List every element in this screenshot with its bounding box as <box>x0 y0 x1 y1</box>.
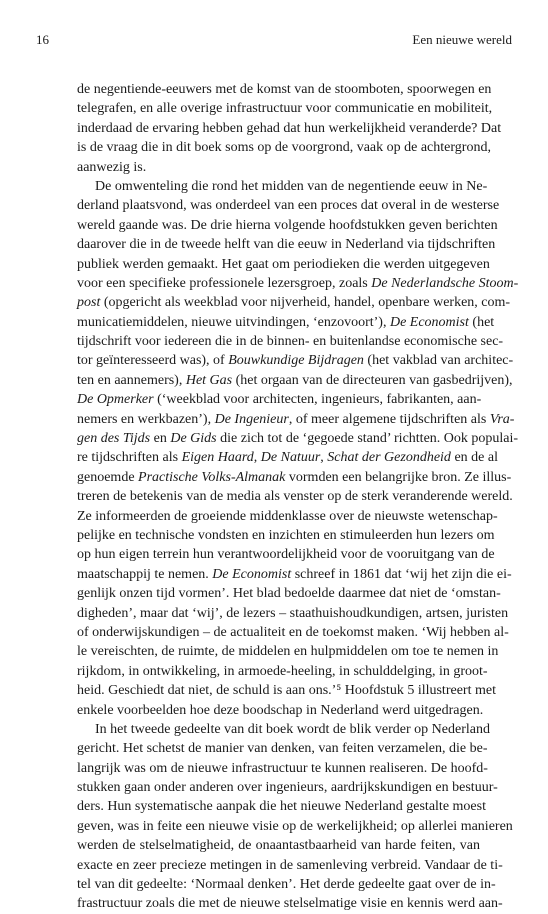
text-line: is de vraag die in dit boek soms op de voorgrond, vaak op de achtergrond, <box>77 140 491 156</box>
text-line: aanwezig is. <box>77 159 147 175</box>
paragraph <box>77 177 519 720</box>
text-line: De omwenteling die rond het midden van de negentiende eeuw in Ne- <box>95 178 488 194</box>
text-line: frastructuur zoals die met de nieuwe stelselmatige visie en kennis werd aan- <box>77 896 503 912</box>
text-line: heid. Geschiedt dat niet, de schuld is aan ons.’⁵ Hoofdstuk 5 illustreert met <box>77 683 496 699</box>
text-line: langrijk was om de nieuwe infrastructuur te kunnen realiseren. De hoofd- <box>77 760 488 776</box>
body-text <box>77 80 519 914</box>
text-line: De Opmerker (‘weekblad voor architecten, ingenieurs, fabrikanten, aan- <box>77 392 482 408</box>
text-line: tor geïnteresseerd was), of Bouwkundige Bijdragen (het vakblad van architec- <box>77 353 514 369</box>
text-line: wereld gaande was. De drie hierna volgende hoofdstukken geven berichten <box>77 217 498 233</box>
text-line: maatschappij te nemen. De Economist schreef in 1861 dat ‘wij het zijn die ei- <box>77 566 512 582</box>
text-line: genoemde Practische Volks-Almanak vormden een belangrijke bron. Ze illus- <box>77 469 512 485</box>
text-line: ten en aannemers), Het Gas (het orgaan van de directeuren van gasbedrijven), <box>77 372 513 388</box>
text-line: treren de betekenis van de media als venster op de sterk veranderende wereld. <box>77 489 513 505</box>
text-line: post (opgericht als weekblad voor nijverheid, handel, openbare werken, com- <box>77 295 511 311</box>
page-number: 16 <box>36 32 49 47</box>
text-line: Ze informeerden de groeiende middenklasse over de nieuwste wetenschap- <box>77 508 498 524</box>
text-line: enkele voorbeelden hoe deze boodschap in Nederland werd uitgedragen. <box>77 702 484 718</box>
text-line: municatiemiddelen, nieuwe uitvindingen, ‘enzovoort’), De Economist (het <box>77 314 495 330</box>
text-line: op hun eigen terrein hun verantwoordelijkheid voor de vooruitgang van de <box>77 547 495 563</box>
text-line: of onderwijskundigen – de actualiteit en de toekomst maken. ‘Wij hebben al- <box>77 624 509 640</box>
text-line: stukken gaan onder anderen over ingenieurs, aardrijkskundigen en bestuur- <box>77 780 498 796</box>
running-head: Een nieuwe wereld <box>412 32 512 47</box>
text-line: re tijdschriften als Eigen Haard, De Natuur, Schat der Gezondheid en de al <box>77 450 498 466</box>
paragraph <box>77 80 502 177</box>
text-line: werden de stelselmatigheid, de onaantastbaarheid van harde feiten, van <box>77 838 480 854</box>
text-line: digheden’, maar dat ‘wij’, de lezers – staathuishoudkundigen, artsen, juristen <box>77 605 509 621</box>
text-line: derland plaatsvond, was onderdeel van een proces dat overal in de westerse <box>77 198 500 214</box>
text-line: tel van dit gedeelte: ‘Normaal denken’. Het derde gedeelte gaat over de in- <box>77 877 496 893</box>
text-line: tijdschrift voor iedereen die in de binnen- en buitenlandse economische sec- <box>77 334 504 350</box>
paragraph <box>77 720 513 914</box>
text-line: pelijke en technische vondsten en inzichten en stimuleerden hun lezers om <box>77 527 495 543</box>
text-line: de negentiende-eeuwers met de komst van de stoomboten, spoorwegen en <box>77 82 492 97</box>
text-line: le vereischten, de ruimte, de middelen en hulpmiddelen om toe te nemen in <box>77 644 499 660</box>
text-line: telegrafen, en alle overige infrastructuur voor communicatie en mobiliteit, <box>77 101 493 117</box>
text-line: genlijk onzen tijd vormen’. Het blad bedoelde daarmee dat niet de ‘omstan- <box>77 586 501 602</box>
text-line: geven, was in feite een nieuwe visie op de werkelijkheid; op allerlei manieren <box>77 818 513 834</box>
text-line: voor een specifieke professionele lezersgroep, zoals De Nederlandsche Stoom- <box>77 275 519 291</box>
text-line: ders. Hun systematische aanpak die het nieuwe Nederland gestalte moest <box>77 799 486 815</box>
text-line: rijkdom, in ontwikkeling, in armoede-heeling, in schulddelging, in groot- <box>77 663 488 679</box>
text-line: daarover die in de tweede helft van die eeuw in Nederland via tijdschriften <box>77 237 496 253</box>
text-line: nemers en werkbazen’), De Ingenieur, of meer algemene tijdschriften als Vra- <box>77 411 515 427</box>
text-line: gericht. Het schetst de manier van denken, van feiten verzamelen, die be- <box>77 741 488 757</box>
text-line: In het tweede gedeelte van dit boek wordt de blik verder op Nederland <box>95 721 490 737</box>
text-line: exacte en zeer precieze metingen in de samenleving verbreid. Vandaar de ti- <box>77 857 503 873</box>
text-line: gen des Tijds en De Gids die zich tot de ‘gegoede stand’ richtten. Ook populai- <box>77 431 519 447</box>
text-line: inderdaad de ervaring hebben gehad dat hun werkelijkheid veranderde? Dat <box>77 120 502 136</box>
text-line: publiek werden gemaakt. Het gaat om periodieken die werden uitgegeven <box>77 256 490 272</box>
